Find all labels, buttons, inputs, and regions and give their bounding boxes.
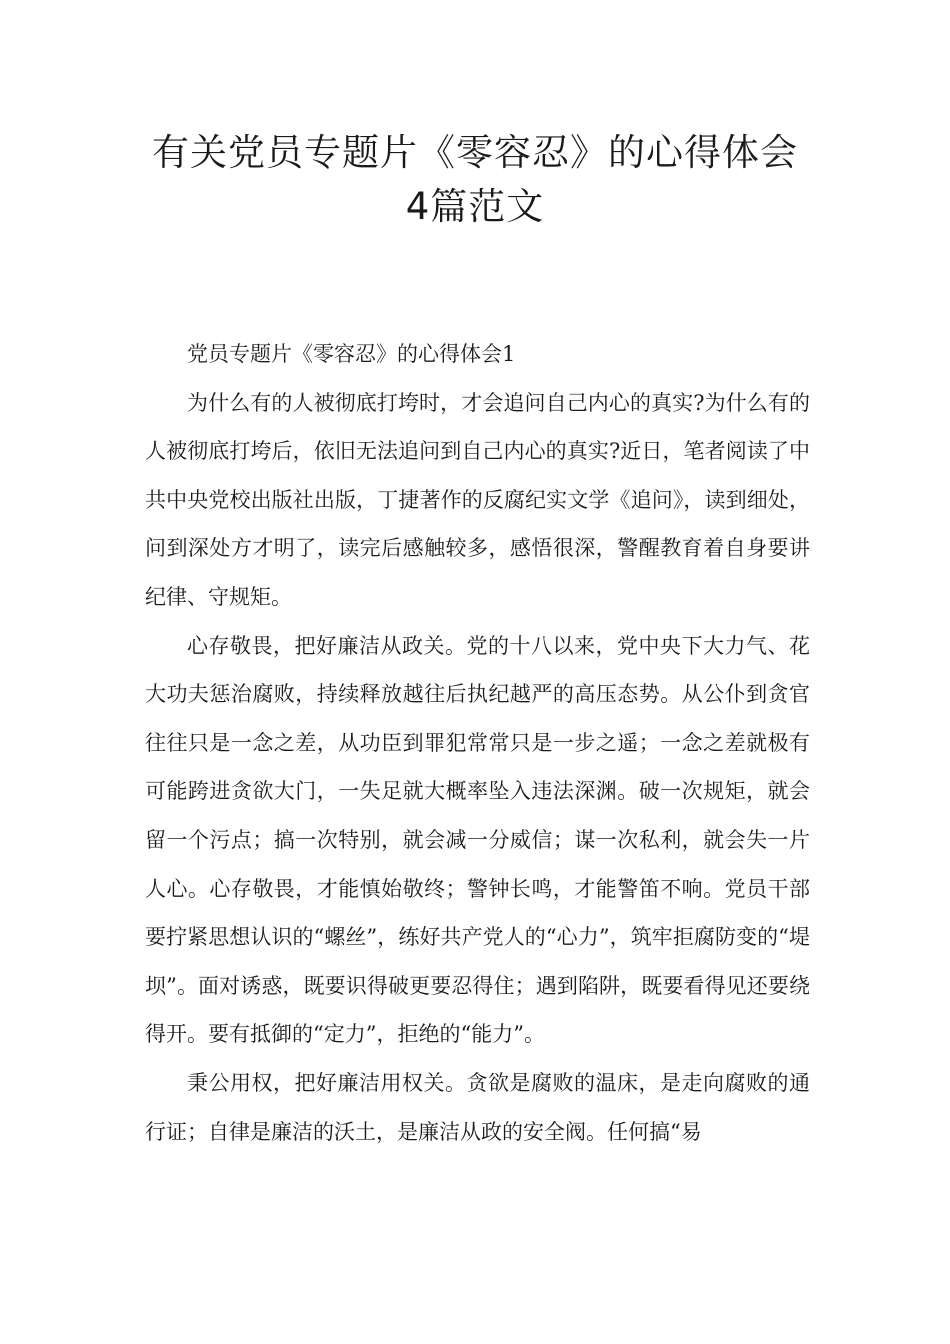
title-line-2: 4篇范文	[405, 185, 545, 228]
document-body	[145, 330, 810, 1156]
section-heading: 党员专题片《零容忍》的心得体会1	[187, 342, 516, 366]
title-line-1: 有关党员专题片《零容忍》的心得体会	[152, 131, 798, 174]
paragraph-3: 秉公用权，把好廉洁用权关。贪欲是腐败的温床，是走向腐败的通行证；自律是廉洁的沃土，是廉洁从政的安全阀。任何搞“易	[145, 1070, 810, 1144]
paragraph-2: 心存敬畏，把好廉洁从政关。党的十八以来，党中央下大力气、花大功夫惩治腐败，持续释放越往后执纪越严的高压态势。从公仆到贪官往往只是一念之差，从功臣到罪犯常常只是一步之遥；一念之差就极有可能跨进贪欲大门，一失足就大概率坠入违法深渊。破一次规矩，就会留一个污点；搞一次特别，就会减一分威信；谋一次私利，就会失一片人心。心存敬畏，才能慎始敬终；警钟长鸣，才能警笛不响。党员干部要拧紧思想认识的“螺丝”，练好共产党人的“心力”，筑牢拒腐防变的“堤坝”。面对诱惑，既要识得破更要忍得住；遇到陷阱，既要看得见还要绕得开。要有抵御的“定力”，拒绝的“能力”。	[145, 633, 810, 1047]
paragraph-1: 为什么有的人被彻底打垮时，才会追问自己内心的真实?为什么有的人被彻底打垮后，依旧无法追问到自己内心的真实?近日，笔者阅读了中共中央党校出版社出版，丁捷著作的反腐纪实文学《追问》，读到细处，问到深处方才明了，读完后感触较多，感悟很深，警醒教育着自身要讲纪律、守规矩。	[145, 390, 810, 609]
document-title	[100, 126, 850, 234]
